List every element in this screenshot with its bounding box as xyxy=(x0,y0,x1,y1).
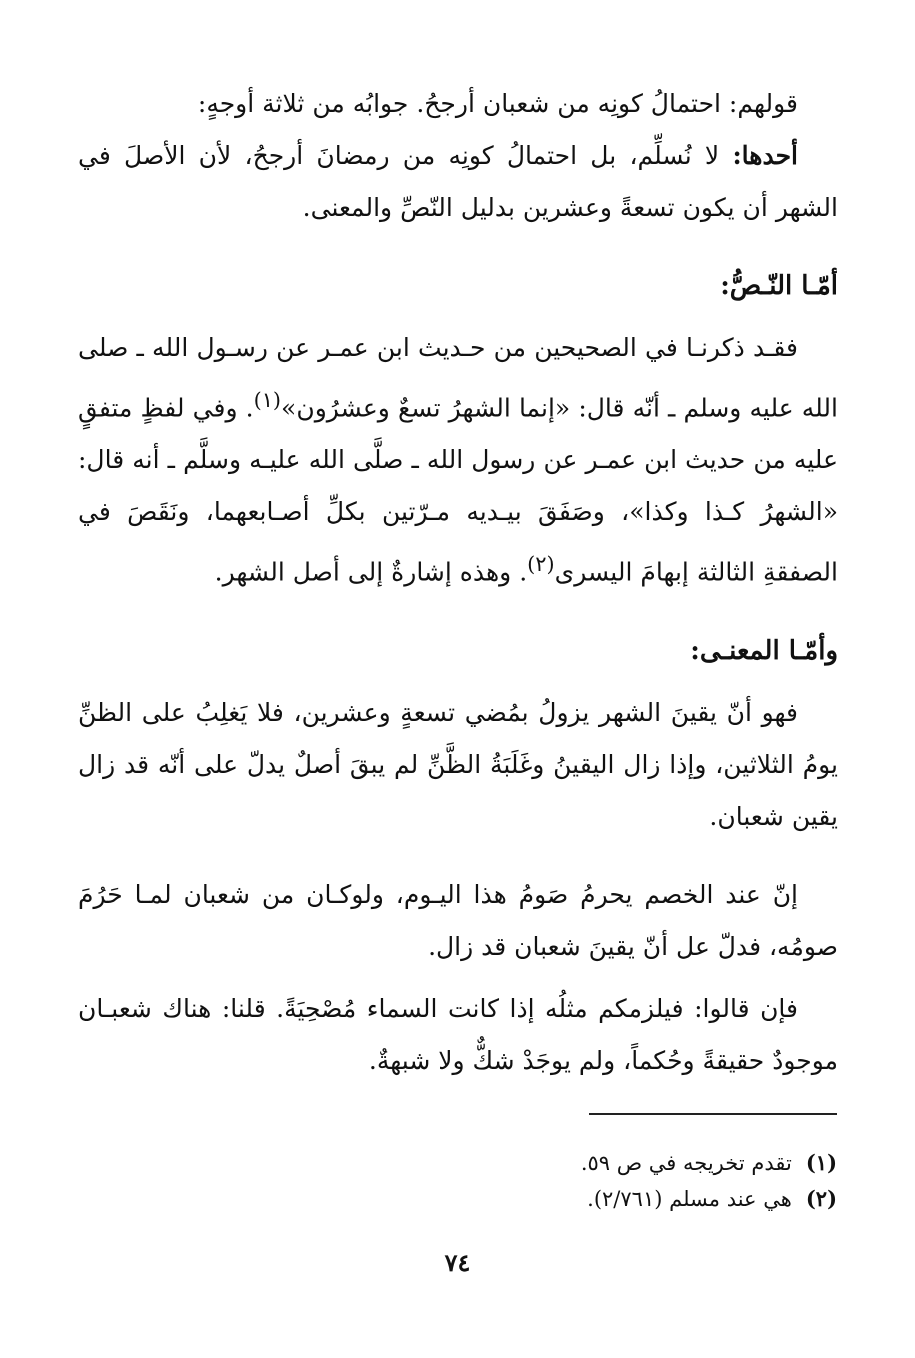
text-paragraph xyxy=(78,322,838,599)
objection-paragraph: فإن قالوا: فيلزمكم مثلُه إذا كانت السماء مُصْحِيَةً. قلنا: هناك شعبـان موجودٌ حقيقةً وحُكماً، ولم يوجَدْ شكٌّ ولا شبهةٌ. xyxy=(78,993,838,1075)
text-paragraph-part2: . وفي لفظٍ متفقٍ عليه من حديث ابن عمـر عن رسول الله ـ صلَّى الله عليـه وسلَّم ـ أنه قال: «الشهرُ كـذا وكذا»، وصَفَقَ بيـديه مـرّتين بكلِّ أصـابعهما، ونَقَصَ في الصفقةِ الثالثة إبهامَ اليسرى xyxy=(78,393,838,587)
footnote-divider xyxy=(589,1113,837,1115)
footnote-ref-1: (١) xyxy=(253,388,282,412)
opponent-paragraph: إنّ عند الخصم يحرمُ صَومُ هذا اليـوم، ولوكـان من شعبان لمـا حَرُمَ صومُه، فدلّ عل أنّ يقينَ شعبان قد زال. xyxy=(78,879,838,961)
footnote-number: (٢) xyxy=(805,1186,837,1211)
text-paragraph-part3: . وهذه إشارةٌ إلى أصل الشهر. xyxy=(214,557,528,587)
page-body xyxy=(78,78,838,1087)
text-paragraph-part1: فقـد ذكرنـا في الصحيحين من حـديث ابن عمـر عن رسـول الله ـ صلى الله عليه وسلم ـ أنّه قال: «إنما الشهرُ تسعٌ وعشرُون» xyxy=(78,333,838,423)
meaning-paragraph: فهو أنّ يقينَ الشهر يزولُ بمُضي تسعةٍ وعشرين، فلا يَغلِبُ على الظنِّ يومُ الثلاثين، وإذا زال اليقينُ وغَلَبَةُ الظَّنِّ لم يبقَ أصلٌ يدلّ على أنّه قد زال يقين شعبان. xyxy=(78,697,838,831)
first-answer-lead: أحدها: xyxy=(732,141,798,170)
footnote-ref-2: (٢) xyxy=(527,552,555,577)
intro-paragraph: قولهم: احتمالُ كونِه من شعبان أرجحُ. جوابُه من ثلاثة أوجهٍ: xyxy=(197,89,798,118)
footnotes xyxy=(77,1145,837,1217)
first-answer-paragraph xyxy=(78,130,838,234)
footnote-text: هي عند مسلم (٢/٧٦١). xyxy=(587,1187,792,1211)
meaning-heading: وأمّـا المعنـى: xyxy=(690,635,838,666)
footnote-number: (١) xyxy=(805,1150,837,1175)
footnote-item xyxy=(77,1145,837,1181)
first-answer-text: لا نُسلِّم، بل احتمالُ كونِه من رمضانَ أرجحُ، لأن الأصلَ في الشهر أن يكون تسعةً وعشرين بدليل النّصِّ والمعنى. xyxy=(78,141,838,222)
page-number: ٧٤ xyxy=(444,1248,471,1277)
footnote-item xyxy=(77,1181,837,1217)
text-heading: أمّـا النّـصُّ: xyxy=(720,271,838,301)
footnote-text: تقدم تخريجه في ص ٥٩. xyxy=(580,1151,792,1175)
